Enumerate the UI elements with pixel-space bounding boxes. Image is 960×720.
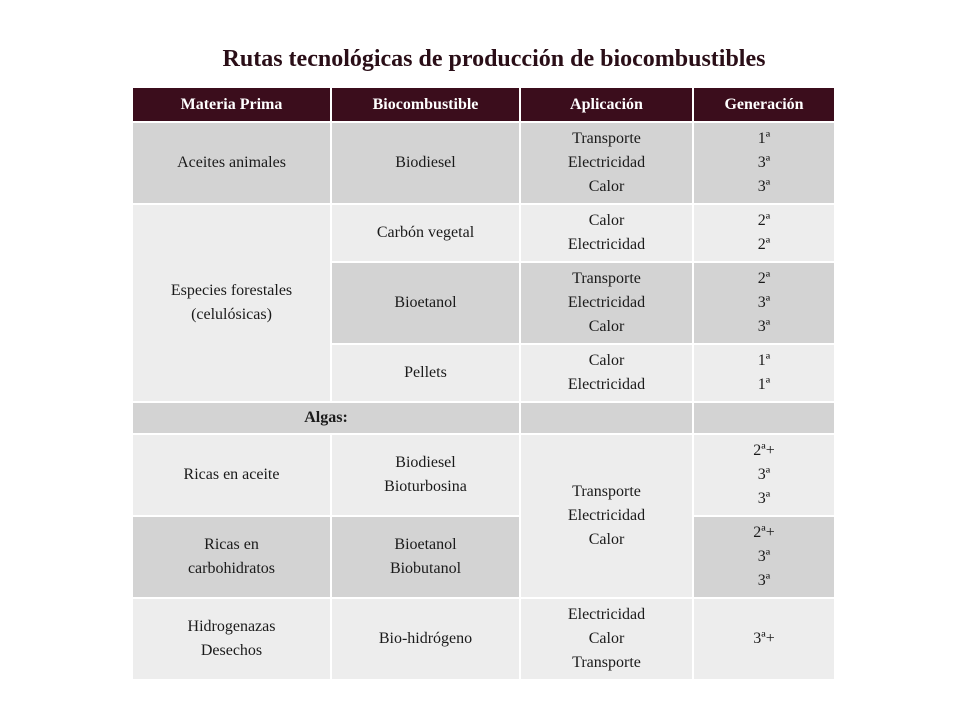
table-row-carbon-vegetal [132, 204, 835, 262]
header-materia-prima: Materia Prima [132, 88, 331, 122]
page-number: 2 [868, 680, 874, 692]
cell-generacion: 1ª 3ª 3ª [693, 122, 835, 204]
cell-aplicacion: Transporte Electricidad Calor [520, 262, 693, 344]
cell-aplicacion: Calor Electricidad [520, 204, 693, 262]
cell-aplicacion: Electricidad Calor Transporte [520, 598, 693, 680]
cell-biocombustible: Carbón vegetal [331, 204, 520, 262]
cell-materia: Ricas en carbohidratos [132, 516, 331, 598]
page-title: Rutas tecnológicas de producción de biocombustibles [222, 46, 766, 72]
cell-empty [520, 402, 693, 434]
table-row-ricas-carbohidratos [132, 516, 835, 598]
cell-biocombustible: Bioetanol Biobutanol [331, 516, 520, 598]
cell-materia: Hidrogenazas Desechos [132, 598, 331, 680]
cell-biocombustible: Biodiesel Bioturbosina [331, 434, 520, 516]
header-aplicacion: Aplicación [520, 88, 693, 122]
cell-materia: Ricas en aceite [132, 434, 331, 516]
cell-aplicacion: Transporte Electricidad Calor [520, 122, 693, 204]
table-header-row [132, 88, 835, 122]
cell-materia-forestales: Especies forestales (celulósicas) [132, 204, 331, 402]
cell-aplicacion: Calor Electricidad [520, 344, 693, 402]
cell-generacion: 3ª+ [693, 598, 835, 680]
biofuel-table [131, 88, 836, 681]
cell-biocombustible: Biodiesel [331, 122, 520, 204]
table-row-algas-section [132, 402, 835, 434]
cell-generacion: 2ª 2ª [693, 204, 835, 262]
cell-biocombustible: Bioetanol [331, 262, 520, 344]
header-generacion: Generación [693, 88, 835, 122]
cell-aplicacion-algas: Transporte Electricidad Calor [520, 434, 693, 598]
cell-biocombustible: Pellets [331, 344, 520, 402]
table-row-aceites-animales [132, 122, 835, 204]
cell-generacion: 2ª+ 3ª 3ª [693, 516, 835, 598]
cell-materia: Aceites animales [132, 122, 331, 204]
cell-generacion: 2ª 3ª 3ª [693, 262, 835, 344]
cell-empty [693, 402, 835, 434]
table-row-hidrogenazas [132, 598, 835, 680]
cell-biocombustible: Bio-hidrógeno [331, 598, 520, 680]
table-row-ricas-aceite [132, 434, 835, 516]
header-biocombustible: Biocombustible [331, 88, 520, 122]
cell-algas-label: Algas: [132, 402, 520, 434]
cell-generacion: 2ª+ 3ª 3ª [693, 434, 835, 516]
cell-generacion: 1ª 1ª [693, 344, 835, 402]
